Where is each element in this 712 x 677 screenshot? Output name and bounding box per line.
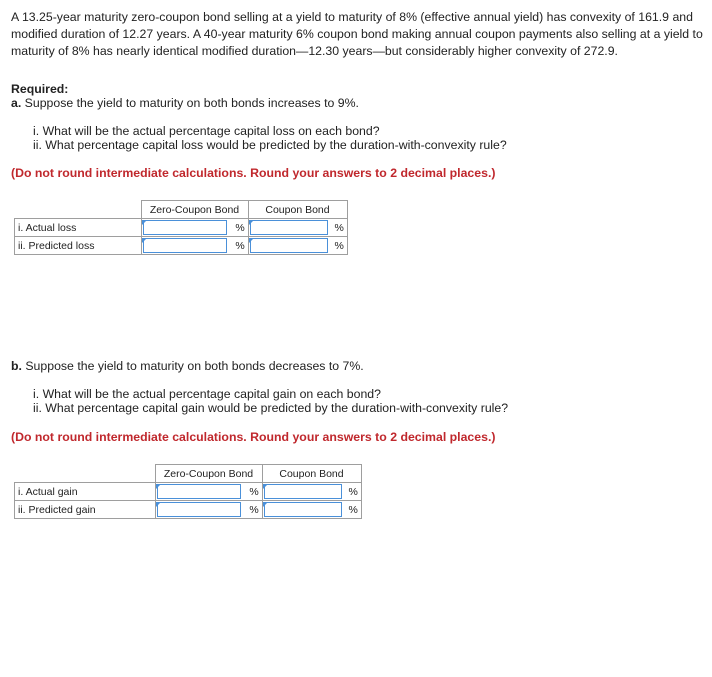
part-a-row-predicted-loss-label: ii. Predicted loss	[15, 237, 142, 255]
part-b-actual-gain-coupon-input[interactable]	[264, 484, 342, 499]
problem-intro: A 13.25-year maturity zero-coupon bond selling at a yield to maturity of 8% (effective annual yield) has convexity of 161.9 and modified duration of 12.27 years. A 40-year maturity 6% coupon bond making annual coupon payments also selling at a yield to maturity of 8% has nearly identical modified duration—12.30 years—but considerably higher convexity of 272.9.	[11, 10, 703, 58]
table-row	[15, 219, 348, 237]
table-row	[15, 483, 362, 501]
part-a-col-zero-coupon: Zero-Coupon Bond	[141, 201, 248, 219]
percent-unit: %	[332, 237, 347, 255]
part-b-letter: b.	[11, 359, 22, 373]
part-b-predicted-gain-zero-input[interactable]	[157, 502, 241, 517]
part-a-letter: a.	[11, 96, 22, 110]
part-a-answer-table	[14, 200, 348, 255]
percent-unit: %	[346, 483, 361, 501]
part-b-actual-gain-zero-input[interactable]	[157, 484, 241, 499]
part-a-actual-loss-zero-input[interactable]	[143, 220, 227, 235]
required-label: Required:	[11, 82, 69, 96]
part-b-col-zero-coupon: Zero-Coupon Bond	[155, 465, 262, 483]
part-b-text: Suppose the yield to maturity on both bonds decreases to 7%.	[21, 359, 364, 373]
percent-unit: %	[332, 219, 347, 237]
percent-unit: %	[247, 483, 262, 501]
part-a-text: Suppose the yield to maturity on both bonds increases to 9%.	[21, 96, 359, 110]
part-a-predicted-loss-zero-input[interactable]	[143, 238, 227, 253]
part-a-row-actual-loss-label: i. Actual loss	[15, 219, 142, 237]
part-b-rounding-note: (Do not round intermediate calculations. Round your answers to 2 decimal places.)	[11, 430, 496, 444]
part-b-predicted-gain-coupon-input[interactable]	[264, 502, 342, 517]
part-a-rounding-note: (Do not round intermediate calculations. Round your answers to 2 decimal places.)	[11, 166, 496, 180]
part-a-prompt	[11, 95, 359, 112]
part-a-col-coupon: Coupon Bond	[248, 201, 347, 219]
part-b-question-2: ii. What percentage capital gain would be predicted by the duration-with-convexity rule?	[33, 401, 509, 415]
table-row	[15, 237, 348, 255]
percent-unit: %	[233, 237, 248, 255]
part-b-prompt	[11, 358, 364, 375]
part-b-col-coupon: Coupon Bond	[262, 465, 361, 483]
part-a-actual-loss-coupon-input[interactable]	[250, 220, 328, 235]
table-row	[15, 501, 362, 519]
part-a-question-1: i. What will be the actual percentage capital loss on each bond?	[33, 124, 380, 138]
percent-unit: %	[233, 219, 248, 237]
part-b-row-predicted-gain-label: ii. Predicted gain	[15, 501, 156, 519]
part-a-question-2: ii. What percentage capital loss would be predicted by the duration-with-convexity rule?	[33, 138, 507, 152]
percent-unit: %	[346, 501, 361, 519]
part-b-row-actual-gain-label: i. Actual gain	[15, 483, 156, 501]
part-b-question-1: i. What will be the actual percentage capital gain on each bond?	[33, 387, 381, 401]
percent-unit: %	[247, 501, 262, 519]
part-a-predicted-loss-coupon-input[interactable]	[250, 238, 328, 253]
part-b-answer-table	[14, 464, 362, 519]
